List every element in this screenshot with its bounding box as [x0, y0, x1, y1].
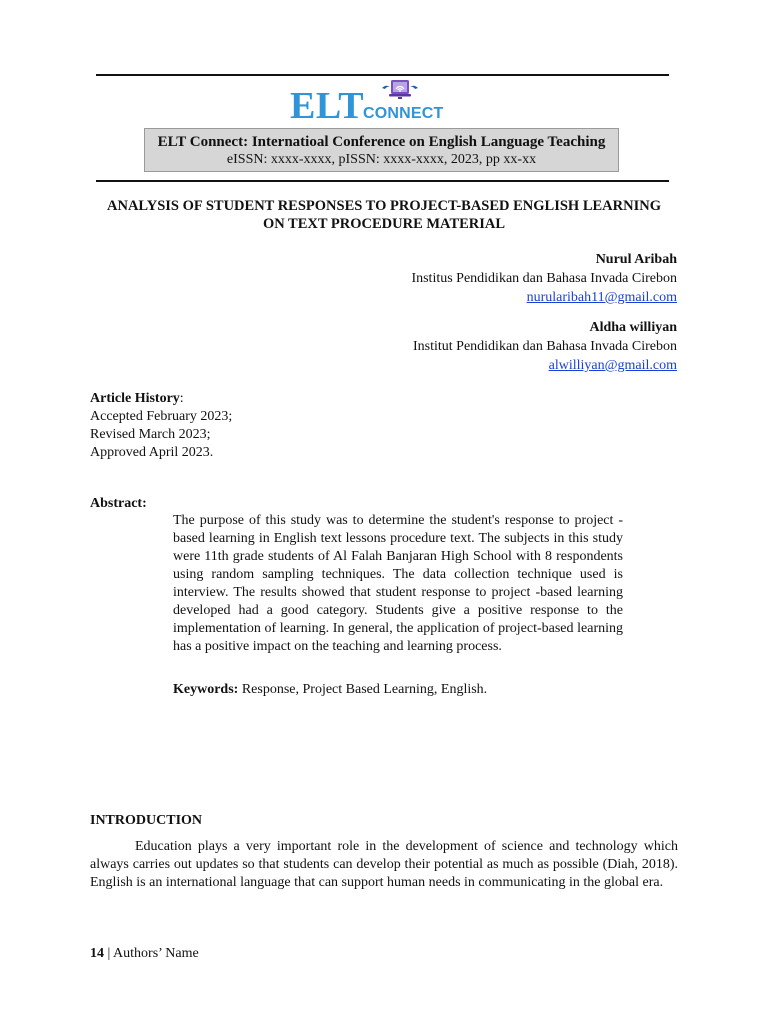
- introduction-heading: INTRODUCTION: [90, 813, 203, 828]
- conference-banner: [144, 128, 619, 172]
- author-1-block: [411, 250, 677, 307]
- footer-separator: |: [107, 946, 111, 961]
- introduction-text: Education plays a very important role in the development of science and technology which always carries out updates so that students can develop their potential as much as possible (Diah, 2018). English is an international language that can support human needs in communicating in the global era.: [90, 839, 678, 890]
- author-2-affiliation: Institut Pendidikan dan Bahasa Invada Cirebon: [413, 339, 677, 354]
- keywords-text: Response, Project Based Learning, English.: [241, 682, 488, 697]
- page-number: 14: [90, 946, 104, 961]
- header-bottom-rule: [96, 180, 669, 182]
- history-approved: Approved April 2023.: [90, 445, 214, 460]
- author-2-block: [413, 318, 677, 375]
- abstract-text: The purpose of this study was to determine the student's response to project -based learning in English text lessons procedure text. The subjects in this study were 11th grade students of Al Falah Banjaran High School with 8 respondents using random sampling techniques. The data collection technique used is interview. The results showed that student response to project -based learning developed had a good category. Students give a positive response to the implementation of learning. In general, the application of project-based learning has a positive impact on the teaching and learning process.: [173, 513, 623, 654]
- keywords-label: Keywords:: [173, 682, 239, 697]
- article-history-heading: [90, 390, 232, 408]
- article-history-label: Article History: [90, 391, 180, 406]
- conference-title: ELT Connect: Internatioal Conference on English Language Teaching: [157, 134, 606, 150]
- paper-title: [90, 197, 678, 233]
- logo-connect-text: CONNECT: [363, 105, 444, 122]
- article-history-colon: :: [179, 391, 184, 406]
- author-2-name: Aldha williyan: [589, 320, 677, 335]
- footer-authors: Authors’ Name: [113, 946, 199, 961]
- page-footer: [90, 945, 199, 963]
- paper-title-line-1: ANALYSIS OF STUDENT RESPONSES TO PROJECT-BASED ENGLISH LEARNING: [107, 198, 661, 214]
- logo-elt-text: ELT: [290, 85, 365, 127]
- elt-connect-logo: [290, 78, 450, 126]
- article-history: [90, 390, 232, 462]
- top-rule: [96, 74, 669, 76]
- keywords-line: [173, 681, 487, 699]
- author-1-affiliation: Institus Pendidikan dan Bahasa Invada Cirebon: [411, 271, 677, 286]
- laptop-wifi-icon: [380, 78, 420, 106]
- conference-issn: eISSN: xxxx-xxxx, pISSN: xxxx-xxxx, 2023, pp xx-xx: [226, 152, 537, 167]
- history-accepted: Accepted February 2023;: [90, 409, 233, 424]
- paper-title-line-2: ON TEXT PROCEDURE MATERIAL: [262, 216, 506, 232]
- author-2-email-link[interactable]: alwilliyan@gmail.com: [548, 358, 677, 373]
- history-revised: Revised March 2023;: [90, 427, 211, 442]
- author-1-email-link[interactable]: nurularibah11@gmail.com: [526, 290, 677, 305]
- author-1-name: Nurul Aribah: [595, 252, 677, 267]
- abstract-label: Abstract:: [90, 496, 147, 511]
